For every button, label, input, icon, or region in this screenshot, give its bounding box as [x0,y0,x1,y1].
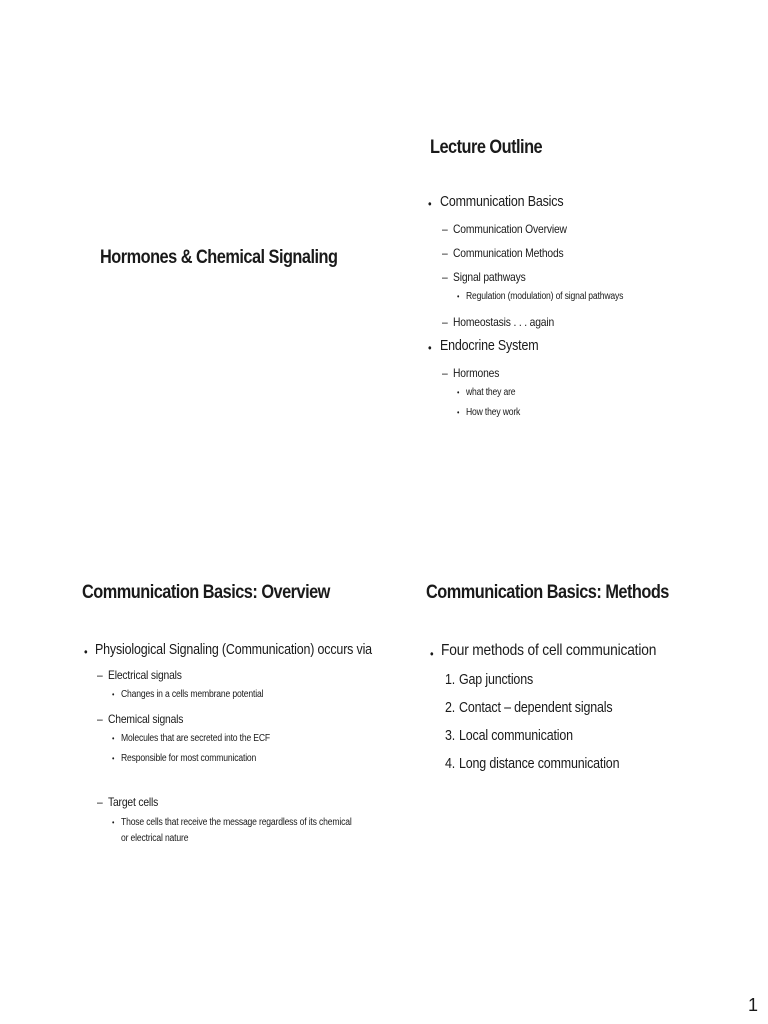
outline-subitem: Communication Overview [453,222,567,236]
outline-subitem: Communication Methods [453,246,564,260]
dash-marker: – [442,315,448,329]
dash-marker: – [97,795,103,809]
overview-subsubitem-continuation: or electrical nature [121,833,189,844]
slide-heading: Communication Basics: Overview [82,582,330,603]
bullet-marker: • [428,341,432,355]
overview-subitem: Target cells [108,795,159,809]
bullet-marker: • [457,388,460,397]
method-number: 4. [445,756,456,772]
overview-subsubitem: Those cells that receive the message regardless of its chemical [121,817,352,828]
outline-subitem: Homeostasis . . . again [453,315,555,329]
bullet-marker: • [457,292,460,301]
method-item: Contact – dependent signals [459,700,613,716]
slide-lecture-outline [384,0,768,512]
dash-marker: – [442,222,448,236]
overview-subsubitem: Responsible for most communication [121,753,257,764]
bullet-marker: • [112,734,115,743]
bullet-marker: • [112,690,115,699]
overview-subitem: Chemical signals [108,712,184,726]
slide-communication-methods [384,512,768,1024]
method-item: Local communication [459,728,573,744]
overview-subsubitem: Changes in a cells membrane potential [121,689,264,700]
method-item: Gap junctions [459,672,534,688]
outline-subsubitem: Regulation (modulation) of signal pathways [466,291,624,302]
outline-subitem: Hormones [453,366,500,380]
bullet-marker: • [84,645,88,659]
bullet-marker: • [430,647,434,661]
slide-communication-overview [0,512,384,1024]
overview-item: Physiological Signaling (Communication) occurs via [95,642,372,658]
outline-subsubitem: what they are [466,387,516,398]
overview-subitem: Electrical signals [108,668,182,682]
method-item: Long distance communication [459,756,620,772]
method-number: 1. [445,672,456,688]
overview-subsubitem: Molecules that are secreted into the ECF [121,733,270,744]
presentation-title: Hormones & Chemical Signaling [100,247,338,268]
slide-heading: Lecture Outline [430,137,543,158]
dash-marker: – [97,668,103,682]
outline-subsubitem: How they work [466,407,521,418]
outline-item: Communication Basics [440,194,564,210]
dash-marker: – [442,366,448,380]
bullet-marker: • [112,818,115,827]
slide-title-page [0,0,384,512]
methods-intro: Four methods of cell communication [441,642,657,659]
bullet-marker: • [428,197,432,211]
method-number: 2. [445,700,456,716]
dash-marker: – [442,246,448,260]
dash-marker: – [442,270,448,284]
method-number: 3. [445,728,456,744]
page-number: 1 [747,995,758,1015]
outline-item: Endocrine System [440,338,539,354]
slide-heading: Communication Basics: Methods [426,582,669,603]
dash-marker: – [97,712,103,726]
outline-subitem: Signal pathways [453,270,526,284]
bullet-marker: • [457,408,460,417]
bullet-marker: • [112,754,115,763]
